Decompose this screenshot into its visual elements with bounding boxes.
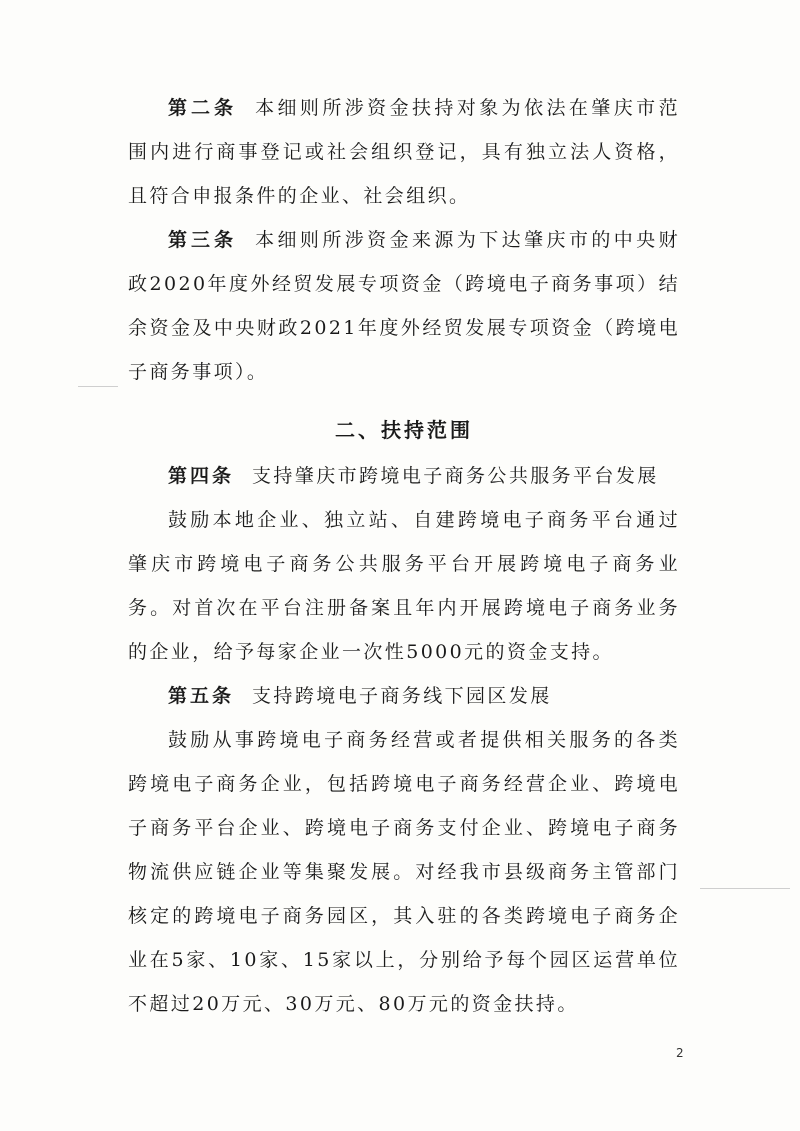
article-3 [128, 218, 680, 394]
article-number: 第四条 [168, 465, 235, 487]
document-body [128, 86, 680, 1026]
scan-artifact-line [78, 386, 118, 387]
scan-artifact-line [700, 888, 790, 889]
article-number: 第三条 [168, 229, 238, 251]
article-heading: 支持肇庆市跨境电子商务公共服务平台发展 [252, 465, 659, 487]
article-number: 第五条 [168, 685, 235, 707]
article-text: 本细则所涉资金来源为下达肇庆市的中央财政2020年度外经贸发展专项资金（跨境电子商务事项）结余资金及中央财政2021年度外经贸发展专项资金（跨境电子商务事项）。 [128, 229, 680, 383]
article-4-body: 鼓励本地企业、独立站、自建跨境电子商务平台通过肇庆市跨境电子商务公共服务平台开展跨境电子商务业务。对首次在平台注册备案且年内开展跨境电子商务业务的企业，给予每家企业一次性5000元的资金支持。 [128, 509, 680, 663]
article-5-body: 鼓励从事跨境电子商务经营或者提供相关服务的各类跨境电子商务企业，包括跨境电子商务经营企业、跨境电子商务平台企业、跨境电子商务支付企业、跨境电子商务物流供应链企业等集聚发展。对经我市县级商务主管部门核定的跨境电子商务园区，其入驻的各类跨境电子商务企业在5家、10家、15家以上，分别给予每个园区运营单位不超过20万元、30万元、80万元的资金扶持。 [128, 729, 680, 1015]
article-5-heading [128, 674, 680, 718]
page-number: 2 [676, 1046, 684, 1060]
section-title: 二、扶持范围 [335, 418, 473, 442]
article-heading: 支持跨境电子商务线下园区发展 [252, 685, 552, 707]
article-4-heading [128, 454, 680, 498]
article-2 [128, 86, 680, 218]
article-text: 本细则所涉资金扶持对象为依法在肇庆市范围内进行商事登记或社会组织登记，具有独立法人资格，且符合申报条件的企业、社会组织。 [128, 97, 680, 207]
article-number: 第二条 [168, 97, 238, 119]
